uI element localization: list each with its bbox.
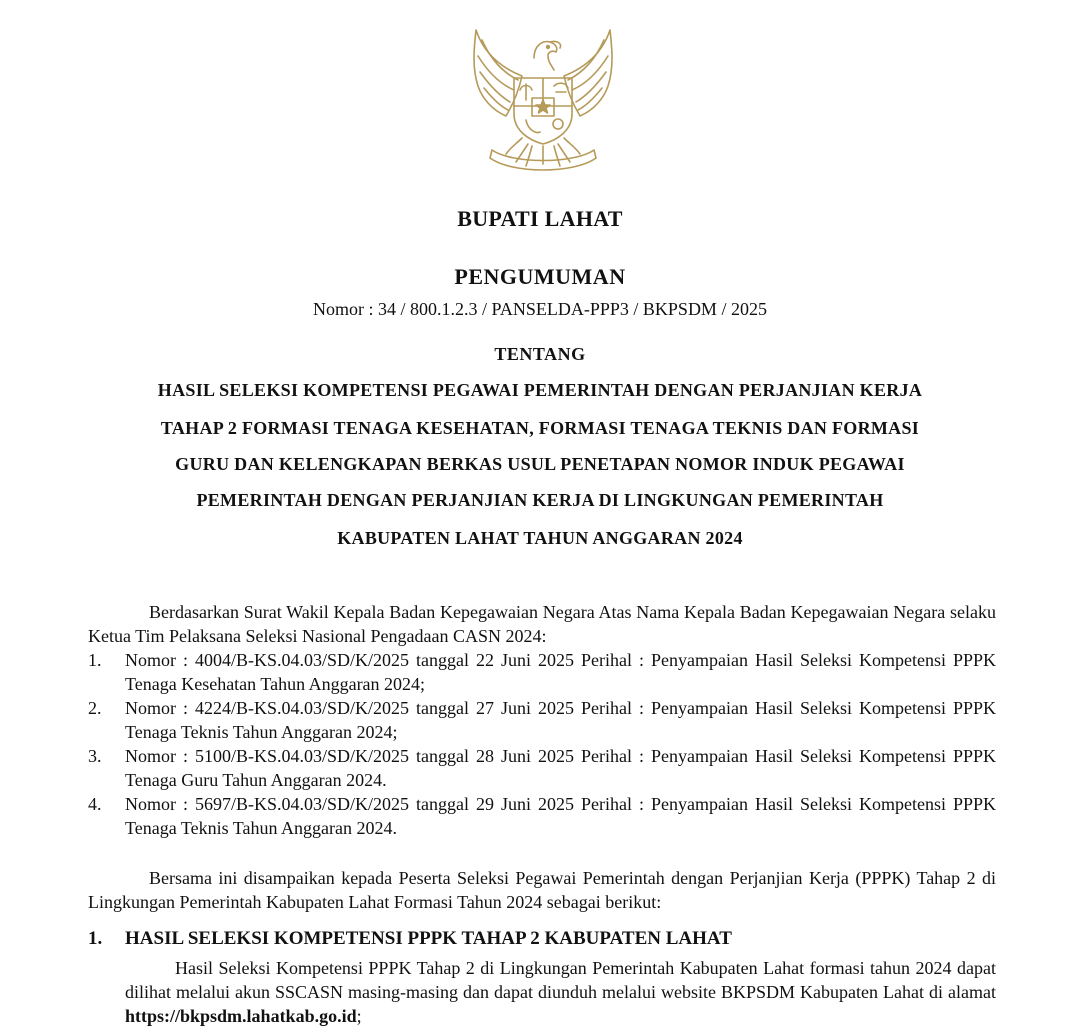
reference-list	[88, 648, 996, 840]
list-item	[88, 648, 996, 696]
subject-title-line: KABUPATEN LAHAT TAHUN ANGGARAN 2024	[337, 528, 743, 548]
section-paragraph-text: Hasil Seleksi Kompetensi PPPK Tahap 2 di Lingkungan Pemerintah Kabupaten Lahat formasi tahun 2024 dapat dilihat melalui akun SSCASN masing-masing dan dapat diunduh melalui website BKPSDM Kabupaten Lahat di alamat	[125, 958, 996, 1002]
issuer-title: BUPATI LAHAT	[457, 206, 623, 231]
subject-title-line: HASIL SELEKSI KOMPETENSI PEGAWAI PEMERINTAH DENGAN PERJANJIAN KERJA	[157, 380, 923, 400]
subject-title-line: TAHAP 2 FORMASI TENAGA KESEHATAN, FORMASI TENAGA TEKNIS DAN FORMASI	[160, 418, 920, 438]
section-heading	[88, 928, 732, 950]
subject-title-line: GURU DAN KELENGKAPAN BERKAS USUL PENETAPAN NOMOR INDUK PEGAWAI	[175, 454, 905, 474]
list-item	[88, 696, 996, 744]
garuda-pancasila-emblem	[462, 18, 624, 178]
intro-paragraph: Berdasarkan Surat Wakil Kepala Badan Kepegawaian Negara Atas Nama Kepala Badan Kepegawaian Negara selaku Ketua Tim Pelaksana Seleksi Nasional Pengadaan CASN 2024:	[88, 602, 996, 646]
announcement-paragraph: Bersama ini disampaikan kepada Peserta Seleksi Pegawai Pemerintah dengan Perjanjian Kerja (PPPK) Tahap 2 di Lingkungan Pemerintah Kabupaten Lahat Formasi Tahun 2024 sebagai berikut:	[88, 868, 996, 912]
section-number: 1.	[88, 928, 103, 949]
about-label: TENTANG	[494, 344, 586, 364]
section-heading-text: HASIL SELEKSI KOMPETENSI PPPK TAHAP 2 KABUPATEN LAHAT	[125, 928, 732, 949]
list-item	[88, 792, 996, 840]
list-item-text: Nomor : 4004/B-KS.04.03/SD/K/2025 tanggal 22 Juni 2025 Perihal : Penyampaian Hasil Seleksi Kompetensi PPPK Tenaga Kesehatan Tahun Anggaran 2024;	[125, 650, 996, 694]
list-item-number: 2.	[88, 698, 102, 718]
subject-title-line: PEMERINTAH DENGAN PERJANJIAN KERJA DI LINGKUNGAN PEMERINTAH	[196, 490, 884, 510]
list-item-number: 3.	[88, 746, 102, 766]
list-item-number: 1.	[88, 650, 102, 670]
list-item-text: Nomor : 5100/B-KS.04.03/SD/K/2025 tanggal 28 Juni 2025 Perihal : Penyampaian Hasil Seleksi Kompetensi PPPK Tenaga Guru Tahun Anggaran 2024.	[125, 746, 996, 790]
list-item-number: 4.	[88, 794, 102, 814]
link-suffix: ;	[356, 1006, 362, 1026]
document-number: Nomor : 34 / 800.1.2.3 / PANSELDA-PPP3 / BKPSDM / 2025	[313, 299, 767, 319]
list-item-text: Nomor : 4224/B-KS.04.03/SD/K/2025 tanggal 27 Juni 2025 Perihal : Penyampaian Hasil Seleksi Kompetensi PPPK Tenaga Teknis Tahun Anggaran 2024;	[125, 698, 996, 742]
list-item-text: Nomor : 5697/B-KS.04.03/SD/K/2025 tanggal 29 Juni 2025 Perihal : Penyampaian Hasil Seleksi Kompetensi PPPK Tenaga Teknis Tahun Anggaran 2024.	[125, 794, 996, 838]
list-item	[88, 744, 996, 792]
website-link[interactable]: https://bkpsdm.lahatkab.go.id	[125, 1006, 357, 1026]
document-type-title: PENGUMUMAN	[454, 264, 626, 289]
section-paragraph	[125, 956, 996, 1028]
